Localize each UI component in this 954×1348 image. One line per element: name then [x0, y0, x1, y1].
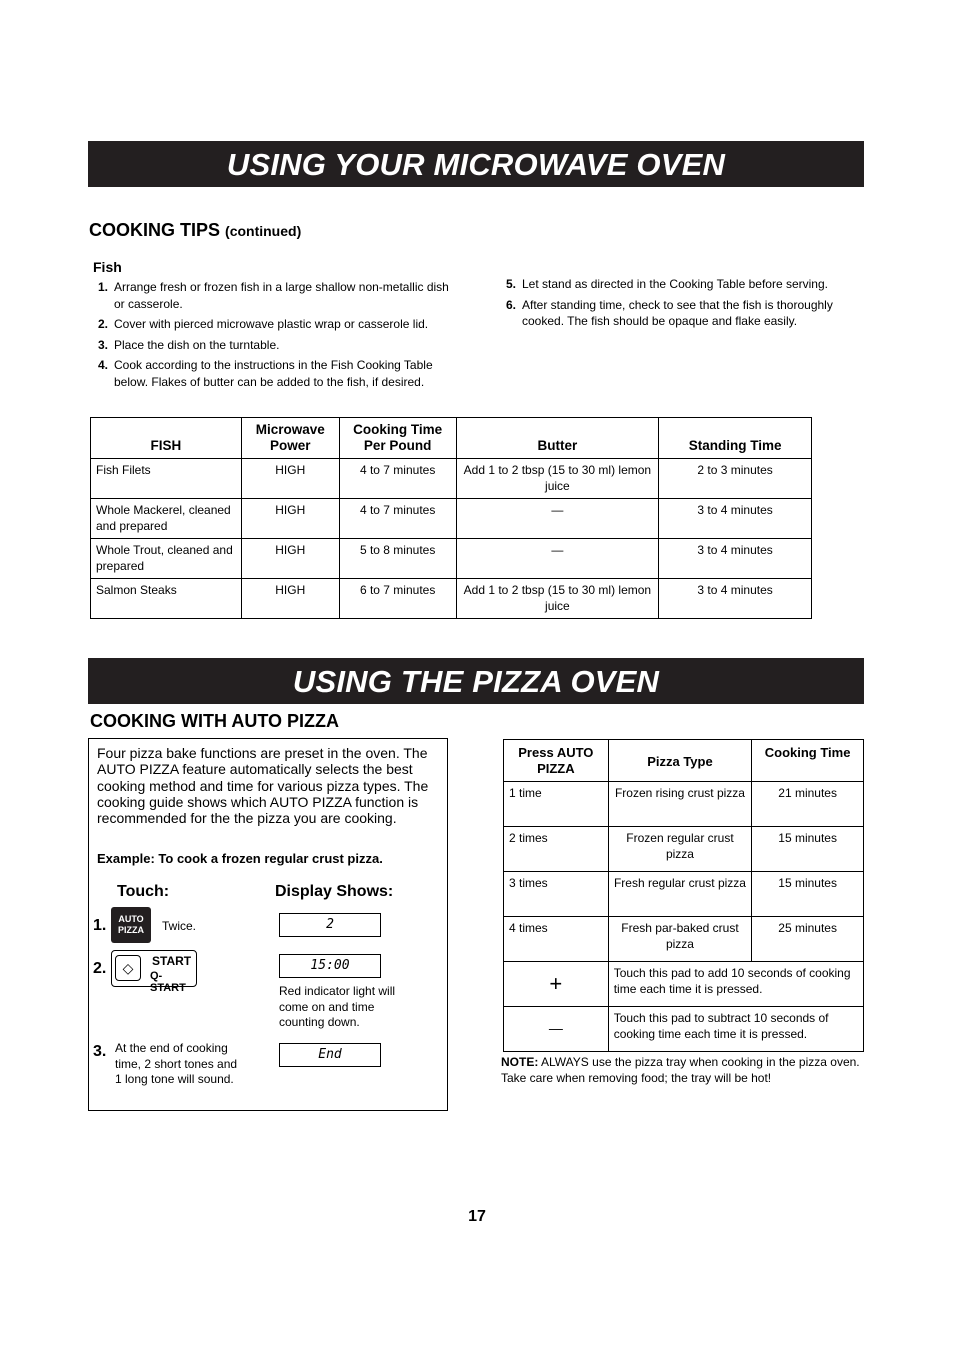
table-cell: 3 to 4 minutes: [659, 579, 812, 619]
table-cell: Whole Mackerel, cleaned and prepared: [91, 499, 242, 539]
table-cell: 1 time: [504, 782, 609, 827]
table-cell: HIGH: [241, 579, 339, 619]
step-number: 5.: [506, 277, 517, 291]
step-text: Place the dish on the turntable.: [114, 337, 280, 352]
auto-pizza-instructions-box: [88, 738, 448, 1111]
table-row: [504, 1007, 864, 1052]
auto-pizza-table: [503, 739, 864, 1052]
fish-steps-left: [93, 279, 458, 394]
step-text: Cook according to the instructions in the Fish Cooking Table below. Flakes of butter can be added to the fish, if desired.: [114, 358, 433, 389]
table-cell: 4 to 7 minutes: [339, 499, 456, 539]
table-row: [91, 579, 812, 619]
col-header: Microwave Power: [241, 418, 339, 459]
table-cell: 3 to 4 minutes: [659, 539, 812, 579]
fish-steps-right: [501, 276, 863, 334]
fish-step: [93, 316, 458, 333]
table-cell: Add 1 to 2 tbsp (15 to 30 ml) lemon juice: [456, 459, 659, 499]
minus-icon: —: [504, 1007, 609, 1052]
fish-step: [93, 279, 458, 312]
step-number: 3.: [98, 337, 109, 352]
touch-heading: Touch:: [117, 883, 170, 900]
col-header: FISH: [91, 418, 242, 459]
step-number: 1.: [93, 917, 107, 934]
table-row: [504, 827, 864, 872]
start-pad-label: Q-START: [150, 970, 186, 994]
step-number: 2.: [93, 960, 107, 977]
table-row: [504, 962, 864, 1007]
step-text: After standing time, check to see that the fish is thoroughly cooked. The fish should be opaque and flake easily.: [522, 297, 833, 328]
col-header: Standing Time: [659, 418, 812, 459]
table-cell: HIGH: [241, 459, 339, 499]
plus-icon: +: [504, 962, 609, 1007]
table-cell: 6 to 7 minutes: [339, 579, 456, 619]
step-number: 2.: [98, 317, 109, 331]
table-cell: 3 times: [504, 872, 609, 917]
auto-pizza-pad-icon: [111, 907, 151, 943]
table-cell: Touch this pad to add 10 seconds of cooking time each time it is pressed.: [608, 962, 863, 1007]
auto-pizza-intro: Four pizza bake functions are preset in the oven. The AUTO PIZZA feature automatically selects the best cooking method and time for various pizza types. The cooking guide shows which AUTO PIZZA function is recommended for the the pizza you are cooking.: [97, 745, 429, 827]
table-cell: Frozen rising crust pizza: [608, 782, 752, 827]
table-row: [91, 459, 812, 499]
table-cell: 21 minutes: [752, 782, 864, 827]
note-text: ALWAYS use the pizza tray when cooking in the pizza oven. Take care when removing food; the tray will be hot!: [501, 1055, 860, 1085]
col-header: Cooking Time Per Pound: [339, 418, 456, 459]
fish-step: [93, 337, 458, 354]
step-text: Cover with pierced microwave plastic wrap or casserole lid.: [114, 317, 429, 331]
col-header: Butter: [456, 418, 659, 459]
table-header-row: [91, 418, 812, 459]
step1-text: Twice.: [162, 919, 197, 933]
step-number: 1.: [98, 280, 109, 294]
table-cell: Fish Filets: [91, 459, 242, 499]
table-cell: 4 times: [504, 917, 609, 962]
col-header: Cooking Time: [752, 740, 864, 782]
table-cell: 4 to 7 minutes: [339, 459, 456, 499]
table-cell: Fresh regular crust pizza: [608, 872, 752, 917]
display-readout: End: [279, 1043, 381, 1067]
table-cell: 2 times: [504, 827, 609, 872]
display-readout: 15:00: [279, 954, 381, 978]
example-text: Example: To cook a frozen regular crust pizza.: [97, 851, 383, 866]
auto-pad-label: AUTO: [118, 914, 144, 924]
table-cell: 15 minutes: [752, 872, 864, 917]
table-cell: —: [456, 539, 659, 579]
step-number: 3.: [93, 1043, 107, 1060]
table-cell: 15 minutes: [752, 827, 864, 872]
table-header-row: [504, 740, 864, 782]
step-text: Arrange fresh or frozen fish in a large shallow non-metallic dish or casserole.: [114, 280, 449, 311]
display-readout: 2: [279, 913, 381, 937]
cooking-tips-heading: [89, 220, 301, 241]
table-row: [91, 539, 812, 579]
start-pad-label: START: [152, 954, 192, 968]
col-header: Pizza Type: [608, 740, 752, 782]
auto-pad-label: PIZZA: [118, 925, 144, 935]
table-cell: 5 to 8 minutes: [339, 539, 456, 579]
fish-step: [501, 297, 863, 330]
cooking-tips-title: COOKING TIPS: [89, 220, 221, 240]
fish-heading: Fish: [93, 259, 122, 275]
table-cell: 25 minutes: [752, 917, 864, 962]
table-cell: 3 to 4 minutes: [659, 499, 812, 539]
table-cell: Fresh par-baked crust pizza: [608, 917, 752, 962]
auto-pizza-heading: COOKING WITH AUTO PIZZA: [90, 711, 339, 731]
step-number: 4.: [98, 358, 109, 372]
table-cell: Salmon Steaks: [91, 579, 242, 619]
start-pad-icon: [111, 950, 197, 994]
table-cell: HIGH: [241, 499, 339, 539]
step2-note: Red indicator light will come on and time counting down.: [279, 984, 396, 1029]
table-cell: —: [456, 499, 659, 539]
start-symbol-icon: ◇: [115, 955, 141, 981]
fish-step: [93, 357, 444, 390]
table-cell: Touch this pad to subtract 10 seconds of cooking time each time it is pressed.: [608, 1007, 863, 1052]
cooking-tips-suffix: (continued): [225, 223, 302, 239]
table-cell: Add 1 to 2 tbsp (15 to 30 ml) lemon juice: [456, 579, 659, 619]
table-row: [504, 872, 864, 917]
table-cell: Whole Trout, cleaned and prepared: [91, 539, 242, 579]
col-header: Press AUTO PIZZA: [504, 740, 609, 782]
pizza-note: [501, 1055, 863, 1086]
section-banner-pizza: USING THE PIZZA OVEN: [88, 658, 864, 704]
table-row: [504, 782, 864, 827]
table-cell: HIGH: [241, 539, 339, 579]
table-cell: Frozen regular crust pizza: [608, 827, 752, 872]
note-label: NOTE:: [501, 1055, 539, 1069]
step-text: Let stand as directed in the Cooking Table before serving.: [522, 277, 828, 291]
table-row: [91, 499, 812, 539]
section-banner-microwave: USING YOUR MICROWAVE OVEN: [88, 141, 864, 187]
page-number: 17: [468, 1208, 486, 1225]
fish-cooking-table: [90, 417, 812, 619]
display-heading: Display Shows:: [275, 883, 394, 900]
table-cell: 2 to 3 minutes: [659, 459, 812, 499]
step-number: 6.: [506, 297, 517, 312]
table-row: [504, 917, 864, 962]
fish-step: [501, 276, 863, 293]
step3-text: At the end of cooking time, 2 short tones and 1 long tone will sound.: [115, 1041, 238, 1086]
